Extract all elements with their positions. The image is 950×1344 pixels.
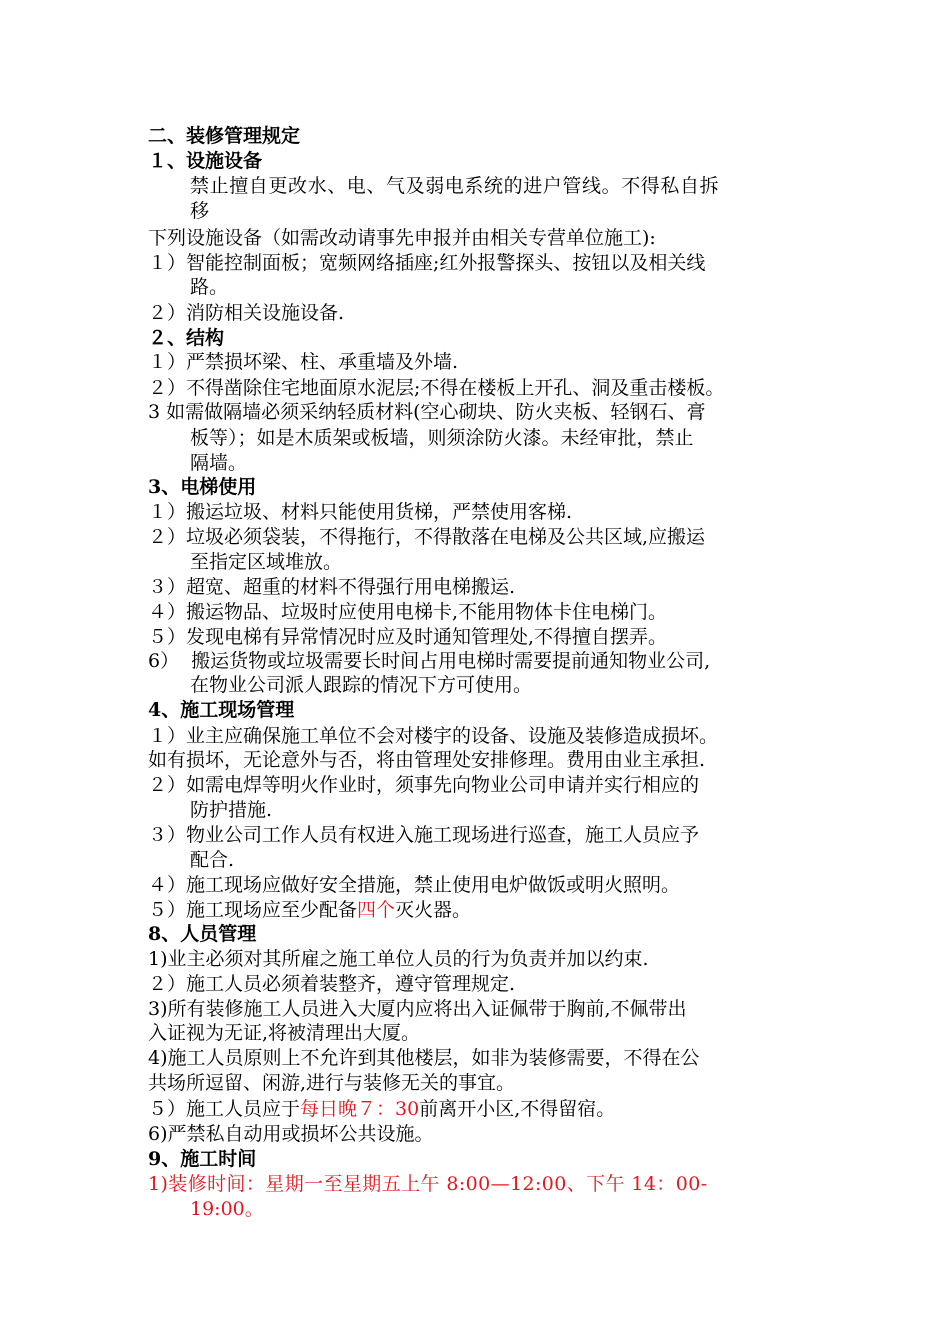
paragraph-line: 配合. — [190, 849, 235, 871]
list-item: １）业主应确保施工单位不会对楼宇的设备、设施及装修造成损坏。 — [148, 725, 719, 747]
paragraph-line-highlight: 19:00。 — [190, 1198, 264, 1220]
section-heading-facilities: １、设施设备 — [148, 150, 263, 172]
paragraph-line: 禁止擅自更改水、电、气及弱电系统的进户管线。不得私自拆 — [190, 175, 720, 197]
list-item: ４）施工现场应做好安全措施，禁止使用电炉做饭或明火照明。 — [148, 874, 681, 896]
list-item: １）智能控制面板；宽频网络插座;红外报警探头、按钮以及相关线 — [148, 252, 706, 274]
section-heading-elevator: 3、电梯使用 — [148, 476, 257, 498]
list-item: １）严禁损坏梁、柱、承重墙及外墙. — [148, 351, 459, 373]
section-heading-construction-time: 9、施工时间 — [148, 1148, 257, 1170]
list-item: ３）物业公司工作人员有权进入施工现场进行巡查，施工人员应予 — [148, 824, 700, 846]
list-item: １）搬运垃圾、材料只能使用货梯，严禁使用客梯. — [148, 501, 573, 523]
section-heading-structure: ２、结构 — [148, 327, 225, 349]
list-item: 6)严禁私自动用或损坏公共设施。 — [148, 1123, 434, 1145]
list-item: 6） 搬运货物或垃圾需要长时间占用电梯时需要提前通知物业公司, — [148, 650, 711, 672]
paragraph-line: 路。 — [190, 276, 229, 298]
paragraph-line: 下列设施设备（如需改动请事先申报并由相关专营单位施工): — [148, 227, 656, 249]
list-item: ３）超宽、超重的材料不得强行用电梯搬运. — [148, 576, 516, 598]
paragraph-line: 隔墙。 — [190, 452, 248, 474]
list-item: ２）施工人员必须着装整齐，遵守管理规定. — [148, 973, 516, 995]
document-title: 二、装修管理规定 — [148, 125, 301, 147]
list-item-highlight: 1)装修时间：星期一至星期五上午 8:00—12:00、下午 14：00- — [148, 1173, 708, 1195]
paragraph-line: 如有损坏，无论意外与否，将由管理处安排修理。费用由业主承担. — [148, 749, 706, 771]
text-segment: ５）施工现场应至少配备 — [148, 899, 358, 921]
paragraph-line: 移 — [190, 200, 210, 222]
list-item-with-highlight — [148, 898, 471, 922]
paragraph-line: 在物业公司派人跟踪的情况下方可使用。 — [190, 674, 533, 696]
text-segment: 灭火器。 — [395, 899, 472, 921]
paragraph-line: 防护措施. — [190, 799, 273, 821]
paragraph-line: 至指定区域堆放。 — [190, 551, 343, 573]
paragraph-line: 板等）；如是木质架或板墙，则须涂防火漆。未经审批，禁止 — [190, 427, 694, 449]
list-item-with-highlight — [148, 1097, 615, 1121]
list-item: ２）不得凿除住宅地面原水泥层;不得在楼板上开孔、洞及重击楼板。 — [148, 377, 725, 399]
list-item: 3)所有装修施工人员进入大厦内应将出入证佩带于胸前,不佩带出 — [148, 998, 687, 1020]
list-item: 4)施工人员原则上不允许到其他楼层，如非为装修需要，不得在公 — [148, 1047, 700, 1069]
highlight-text: 每日晚７：30 — [300, 1098, 420, 1120]
paragraph-line: 共场所逗留、闲游,进行与装修无关的事宜。 — [148, 1072, 516, 1094]
section-heading-personnel: 8、人员管理 — [148, 923, 257, 945]
list-item: 3 如需做隔墙必须采纳轻质材料(空心砌块、防火夹板、轻钢石、膏 — [148, 401, 706, 423]
list-item: ５）发现电梯有异常情况时应及时通知管理处,不得擅自摆弄。 — [148, 626, 668, 648]
text-segment: ５）施工人员应于 — [148, 1098, 301, 1120]
section-heading-site-management: 4、施工现场管理 — [148, 699, 295, 721]
text-segment: 前离开小区,不得留宿。 — [419, 1098, 616, 1120]
list-item: ４）搬运物品、垃圾时应使用电梯卡,不能用物体卡住电梯门。 — [148, 601, 668, 623]
paragraph-line: 入证视为无证,将被清理出大厦。 — [148, 1022, 421, 1044]
list-item: ２）消防相关设施设备. — [148, 302, 345, 324]
list-item: ２）垃圾必须袋装，不得拖行，不得散落在电梯及公共区域,应搬运 — [148, 526, 706, 548]
list-item: 1)业主必须对其所雇之施工单位人员的行为负责并加以约束. — [148, 948, 649, 970]
list-item: ２）如需电焊等明火作业时，须事先向物业公司申请并实行相应的 — [148, 774, 700, 796]
highlight-text: 四个 — [357, 899, 396, 921]
